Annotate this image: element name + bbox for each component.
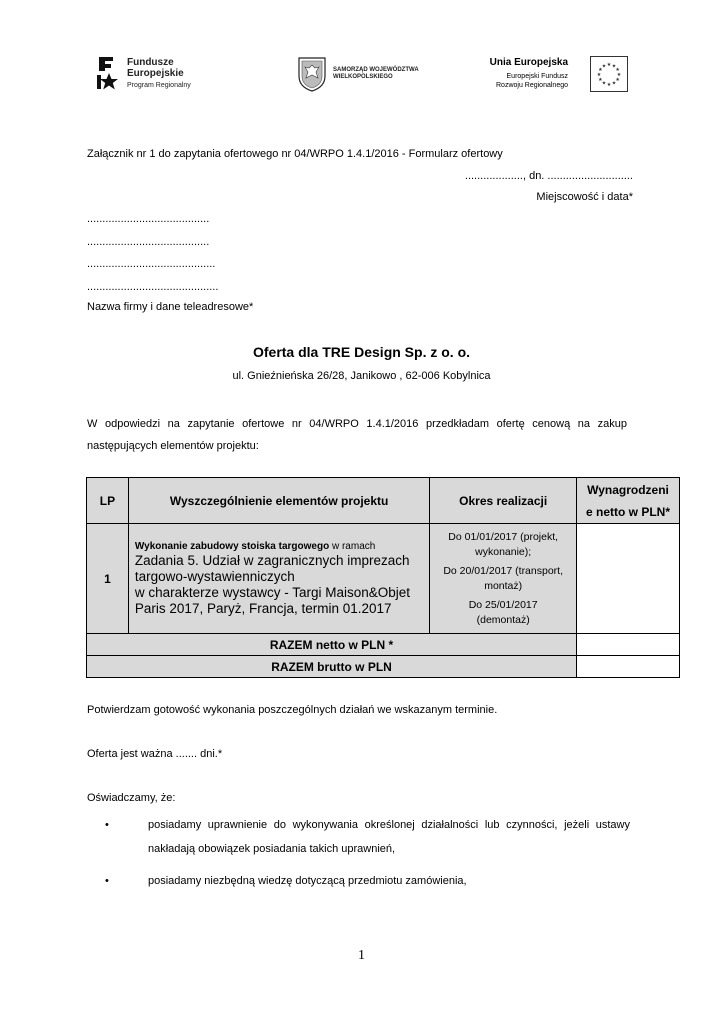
period-item-1	[430, 530, 576, 560]
eu-star-icon: ★	[611, 80, 617, 87]
company-label: Nazwa firmy i dane teleadresowe*	[87, 301, 254, 313]
page-number: 1	[358, 948, 365, 963]
eu-star-icon: ★	[615, 67, 620, 73]
declare-label: Oświadczamy, że:	[87, 792, 176, 804]
place-date-label: Miejscowość i data*	[536, 191, 633, 203]
period-2-a: Do 20/01/2017 (transport,	[443, 564, 564, 577]
row-description	[128, 524, 429, 634]
list-item-text: posiadamy niezbędną wiedzę dotyczącą przedmiotu zamówienia,	[148, 875, 467, 887]
eu-star-icon: ★	[616, 72, 622, 78]
row-desc-line3: w charakterze wystawcy - Targi Maison&Objet	[134, 585, 411, 600]
row-desc-line1: Zadania 5. Udział w zagranicznych imprezach	[134, 553, 410, 568]
declaration-list	[105, 813, 630, 893]
sum-net-value[interactable]	[577, 634, 680, 656]
sum-gross-label: RAZEM brutto w PLN	[87, 656, 577, 678]
header-pay-line2: e netto w PLN*	[586, 504, 671, 519]
sum-gross-value[interactable]	[577, 656, 680, 678]
intro-paragraph: W odpowiedzi na zapytanie ofertowe nr 04/WRPO 1.4.1/2016 przedkładam ofertę cenową na zakup następujących elementów projektu:	[87, 418, 627, 452]
eu-star-icon: ★	[611, 63, 617, 70]
eu-star-icon: ★	[598, 77, 603, 83]
row-pay-cell[interactable]	[577, 524, 680, 634]
fe-star-icon	[95, 55, 123, 93]
row-desc-bold: Wykonanie zabudowy stoiska targowego	[134, 541, 330, 552]
logo-wlkp-line1: SAMORZĄD WOJEWÓDZTWA	[333, 67, 419, 73]
company-line-1: ........................................	[87, 213, 210, 225]
row-lp: 1	[87, 524, 129, 634]
sum-net-label: RAZEM netto w PLN *	[87, 634, 577, 656]
company-line-4: ...........................................	[87, 281, 219, 293]
logo-fe-line2: Europejskie	[127, 68, 184, 79]
header-pay	[577, 478, 680, 524]
sum-gross-row	[87, 656, 680, 678]
valid-dots: .......	[172, 748, 198, 760]
row-period	[430, 524, 577, 634]
period-1-a: Do 01/01/2017 (projekt,	[448, 530, 559, 543]
row-desc-line4: Paris 2017, Paryż, Francja, termin 01.2017	[134, 601, 392, 616]
row-desc-line2: targowo-wystawienniczych	[134, 569, 295, 584]
logo-fundusze-europejskie	[95, 55, 205, 95]
header-period: Okres realizacji	[430, 478, 577, 524]
row-desc-small: w ramach	[329, 541, 376, 552]
company-line-2: ........................................	[87, 236, 210, 248]
eu-star-icon: ★	[596, 72, 602, 78]
period-1-b: wykonanie);	[475, 545, 532, 558]
period-item-3	[430, 598, 576, 628]
offer-table	[86, 477, 680, 678]
header-lp: LP	[87, 478, 129, 524]
company-line-3: ..........................................	[87, 258, 216, 270]
logo-eu-line2: Rozwoju Regionalnego	[496, 82, 568, 89]
eu-flag-icon	[590, 56, 628, 92]
valid-suffix: dni.*	[197, 748, 223, 760]
eu-star-icon: ★	[606, 62, 612, 68]
eu-star-icon: ★	[615, 77, 620, 83]
period-2-b: montaż)	[484, 579, 523, 592]
eu-star-icon: ★	[598, 67, 603, 73]
table-row	[87, 524, 680, 634]
offer-address: ul. Gnieźnieńska 26/28, Janikowo , 62-006 Kobylnica	[232, 370, 491, 382]
bullet-dot: •	[105, 875, 109, 887]
logo-unia-europejska	[478, 55, 630, 93]
validity-line	[87, 747, 222, 761]
period-3-a: Do 25/01/2017	[468, 598, 538, 611]
period-item-2	[430, 564, 576, 594]
eu-star-icon: ★	[601, 63, 607, 70]
offer-title: Oferta dla TRE Design Sp. z o. o.	[252, 344, 471, 360]
logo-eu-line1: Europejski Fundusz	[506, 73, 568, 80]
list-item-text: posiadamy uprawnienie do wykonywania określonej działalności lub czynności, jeżeli ustawy nakładają obowiązek posiadania takich uprawnień,	[148, 819, 630, 855]
place-date-dots: ..................., dn. ............................	[464, 170, 633, 182]
eu-star-icon: ★	[606, 82, 612, 88]
eu-star-icon: ★	[601, 80, 607, 87]
logo-wlkp-line2: WIELKOPOLSKIEGO	[333, 74, 393, 80]
logo-fe-line3: Program Regionalny	[127, 82, 191, 89]
list-item	[105, 869, 630, 893]
bullet-dot: •	[105, 819, 109, 831]
coat-of-arms-icon	[297, 56, 327, 92]
period-3-b: (demontaż)	[476, 613, 530, 626]
sum-net-row	[87, 634, 680, 656]
logo-samorzad-wielkopolska	[297, 56, 427, 92]
attachment-line: Załącznik nr 1 do zapytania ofertowego nr 04/WRPO 1.4.1/2016 - Formularz ofertowy	[87, 148, 503, 160]
list-item	[105, 813, 630, 861]
header-pay-line1: Wynagrodzeni	[587, 482, 669, 497]
header-elements: Wyszczególnienie elementów projektu	[128, 478, 429, 524]
valid-prefix: Oferta jest ważna	[87, 748, 173, 760]
table-header-row	[87, 478, 680, 524]
logo-fe-line1: Fundusze	[127, 57, 174, 68]
logo-eu-title: Unia Europejska	[489, 57, 568, 68]
confirm-text: Potwierdzam gotowość wykonania poszczególnych działań we wskazanym terminie.	[87, 704, 498, 716]
